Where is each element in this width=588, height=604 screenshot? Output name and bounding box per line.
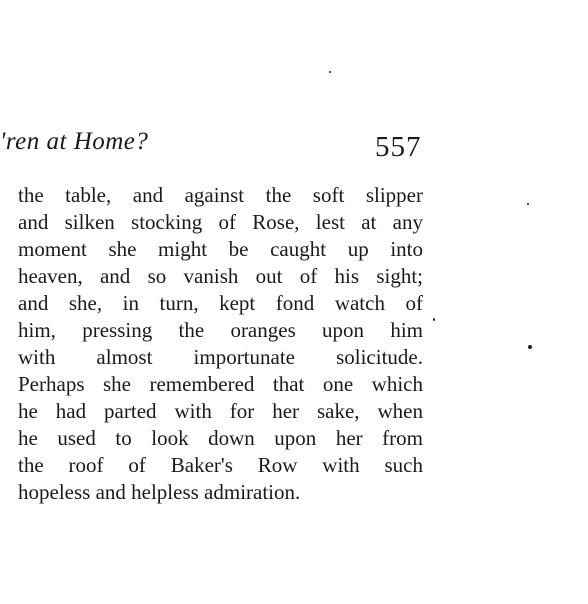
- scan-speck: [329, 71, 331, 73]
- scan-speck: [528, 345, 532, 349]
- text-line: the table, and against the soft slipper: [18, 183, 423, 207]
- text-line: moment she might be caught up into: [18, 237, 423, 261]
- text-line: the roof of Baker's Row with such: [18, 453, 423, 477]
- text-line: he had parted with for her sake, when: [18, 399, 423, 423]
- text-line: hopeless and helpless admiration.: [18, 480, 301, 504]
- text-line: with almost importunate solicitude.: [18, 345, 423, 369]
- scan-speck: [527, 203, 529, 205]
- text-line: and she, in turn, kept fond watch of: [18, 291, 423, 315]
- text-line: and silken stocking of Rose, lest at any: [18, 210, 423, 234]
- scan-speck: [433, 318, 435, 321]
- running-head-title: 'ren at Home?: [0, 128, 149, 155]
- text-line: him, pressing the oranges upon him: [18, 318, 423, 342]
- text-line: Perhaps she remembered that one which: [18, 372, 423, 396]
- text-line: heaven, and so vanish out of his sight;: [18, 264, 423, 288]
- body-paragraph: [18, 182, 423, 506]
- text-line: he used to look down upon her from: [18, 426, 423, 450]
- page-number: 557: [375, 131, 422, 163]
